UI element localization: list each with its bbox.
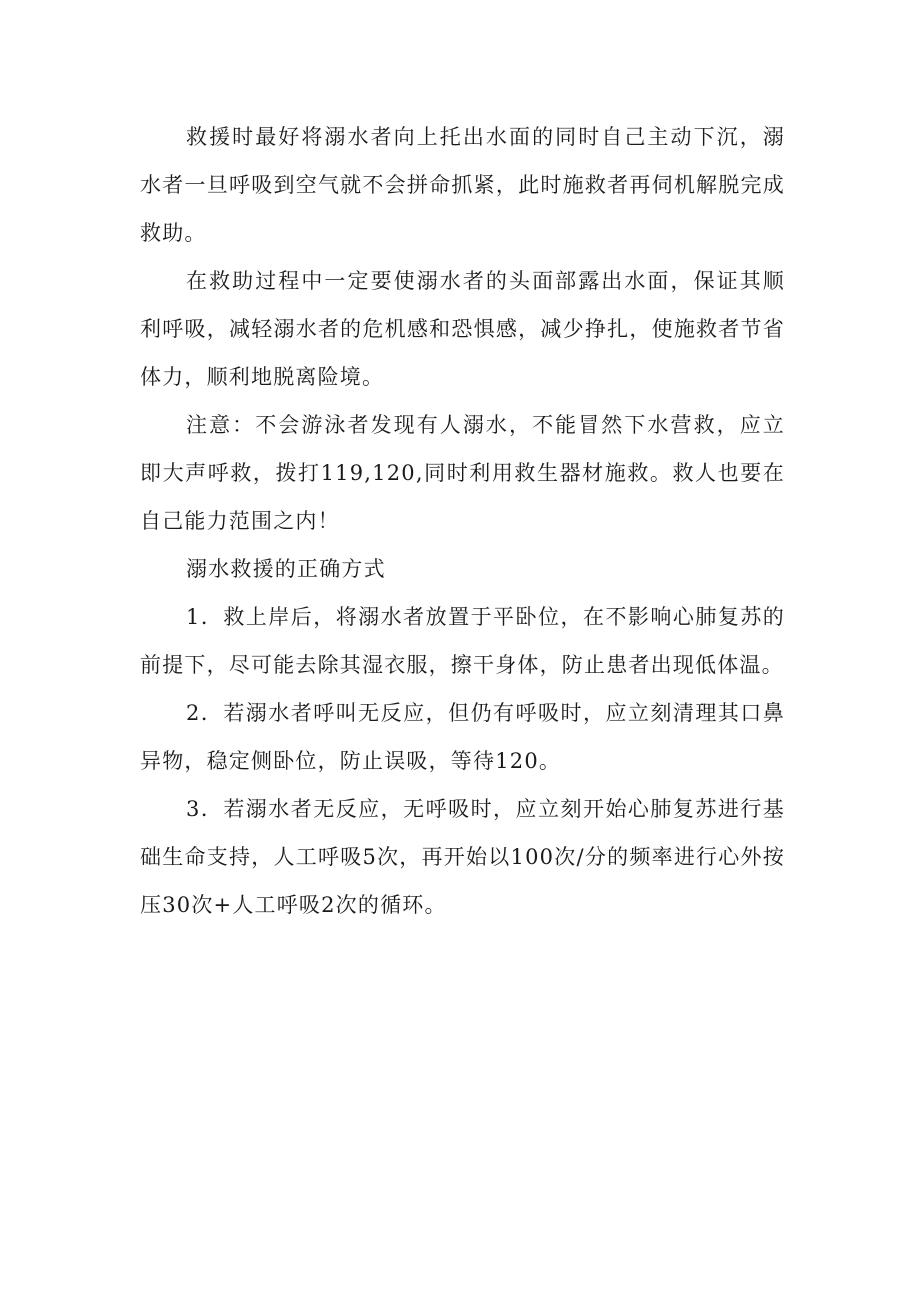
paragraph-caution-note: 注意：不会游泳者发现有人溺水，不能冒然下水营救，应立即大声呼救，拨打119,120,同时利用救生器材施救。救人也要在自己能力范围之内！ [140, 413, 785, 533]
section-heading-correct-rescue-methods: 溺水救援的正确方式 [186, 557, 386, 581]
list-item-step-3: 3．若溺水者无反应，无呼吸时，应立刻开始心肺复苏进行基础生命支持，人工呼吸5次，再开始以100次/分的频率进行心外按压30次+人工呼吸2次的循环。 [140, 797, 785, 917]
list-item-step-1: 1．救上岸后，将溺水者放置于平卧位，在不影响心肺复苏的前提下，尽可能去除其湿衣服，擦干身体，防止患者出现低体温。 [140, 605, 785, 677]
paragraph-rescue-technique: 救援时最好将溺水者向上托出水面的同时自己主动下沉，溺水者一旦呼吸到空气就不会拼命抓紧，此时施救者再伺机解脱完成救助。 [140, 125, 785, 245]
paragraph-keep-head-above-water: 在救助过程中一定要使溺水者的头面部露出水面，保证其顺利呼吸，减轻溺水者的危机感和恐惧感，减少挣扎，使施救者节省体力，顺利地脱离险境。 [140, 269, 785, 389]
list-item-step-2: 2．若溺水者呼叫无反应，但仍有呼吸时，应立刻清理其口鼻异物，稳定侧卧位，防止误吸，等待120。 [140, 701, 785, 773]
document-body [140, 113, 785, 929]
